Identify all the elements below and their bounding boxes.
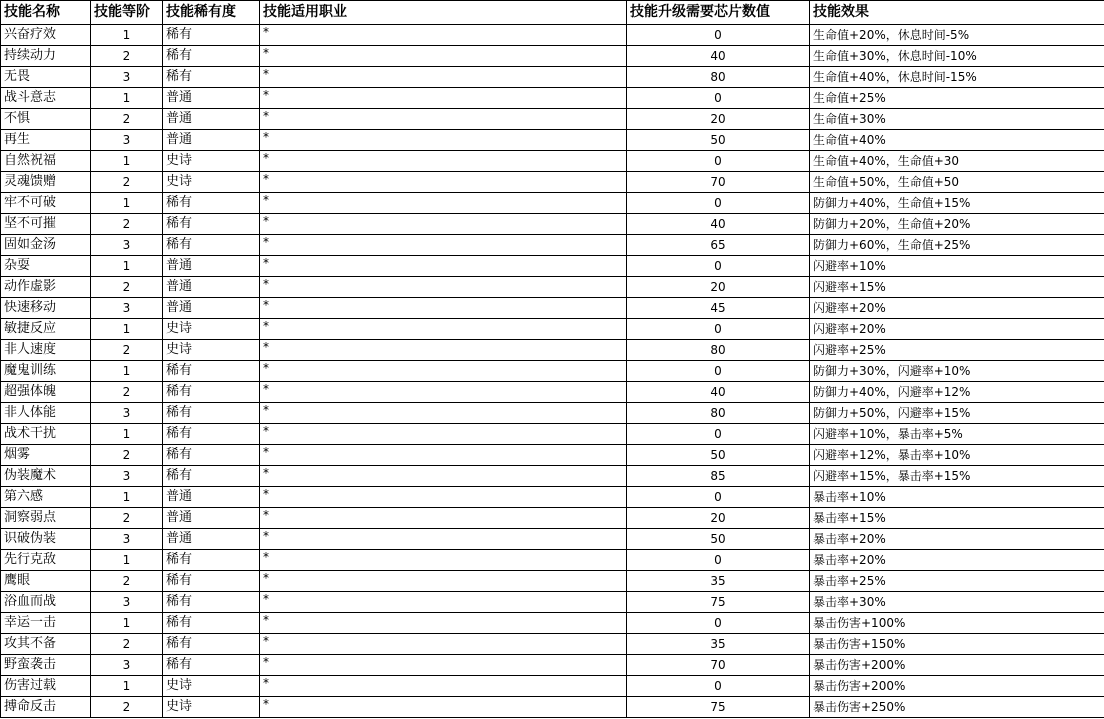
skill-effect-cell[interactable]: 生命值+40% bbox=[810, 130, 1104, 151]
skill-tier-cell[interactable]: 2 bbox=[91, 571, 163, 592]
skill-tier-cell[interactable]: 1 bbox=[91, 88, 163, 109]
skill-tier-cell[interactable]: 1 bbox=[91, 151, 163, 172]
skill-rarity-cell[interactable]: 稀有 bbox=[163, 193, 260, 214]
skill-name-cell[interactable]: 自然祝福 bbox=[1, 151, 91, 172]
table-row bbox=[1, 613, 1104, 634]
upgrade-chips-cell[interactable]: 85 bbox=[627, 466, 810, 487]
upgrade-chips-cell[interactable]: 35 bbox=[627, 571, 810, 592]
upgrade-chips-cell[interactable]: 80 bbox=[627, 340, 810, 361]
skill-name-cell[interactable]: 烟雾 bbox=[1, 445, 91, 466]
skill-effect-cell[interactable]: 生命值+50%，生命值+50 bbox=[810, 172, 1104, 193]
skill-tier-cell[interactable]: 2 bbox=[91, 277, 163, 298]
skill-effect-cell[interactable]: 闪避率+15% bbox=[810, 277, 1104, 298]
upgrade-chips-cell[interactable]: 20 bbox=[627, 508, 810, 529]
skill-tier-cell[interactable]: 2 bbox=[91, 445, 163, 466]
skill-class-cell[interactable]: * bbox=[260, 466, 627, 487]
skill-tier-cell[interactable]: 3 bbox=[91, 466, 163, 487]
table-row bbox=[1, 382, 1104, 403]
skill-name-cell[interactable]: 非人体能 bbox=[1, 403, 91, 424]
skill-class-cell[interactable]: * bbox=[260, 550, 627, 571]
skill-name-cell[interactable]: 浴血而战 bbox=[1, 592, 91, 613]
skill-name-cell[interactable]: 识破伪装 bbox=[1, 529, 91, 550]
skill-rarity-cell[interactable]: 普通 bbox=[163, 298, 260, 319]
table-row bbox=[1, 214, 1104, 235]
skill-rarity-cell[interactable]: 史诗 bbox=[163, 697, 260, 718]
upgrade-chips-cell[interactable]: 0 bbox=[627, 550, 810, 571]
upgrade-chips-cell[interactable]: 70 bbox=[627, 172, 810, 193]
skill-name-cell[interactable]: 不惧 bbox=[1, 109, 91, 130]
skill-tier-cell[interactable]: 1 bbox=[91, 256, 163, 277]
skill-name-cell[interactable]: 再生 bbox=[1, 130, 91, 151]
skill-class-cell[interactable]: * bbox=[260, 214, 627, 235]
skill-name-cell[interactable]: 非人速度 bbox=[1, 340, 91, 361]
skill-class-cell[interactable]: * bbox=[260, 130, 627, 151]
skill-rarity-cell[interactable]: 稀有 bbox=[163, 466, 260, 487]
skill-name-cell[interactable]: 超强体魄 bbox=[1, 382, 91, 403]
skill-tier-cell[interactable]: 2 bbox=[91, 697, 163, 718]
skill-effect-cell[interactable]: 防御力+40%，生命值+15% bbox=[810, 193, 1104, 214]
table-row bbox=[1, 634, 1104, 655]
upgrade-chips-cell[interactable]: 75 bbox=[627, 592, 810, 613]
upgrade-chips-cell[interactable]: 0 bbox=[627, 613, 810, 634]
skill-rarity-cell[interactable]: 稀有 bbox=[163, 445, 260, 466]
skill-rarity-cell[interactable]: 普通 bbox=[163, 508, 260, 529]
skill-tier-cell[interactable]: 2 bbox=[91, 109, 163, 130]
skill-rarity-cell[interactable]: 普通 bbox=[163, 487, 260, 508]
skill-name-cell[interactable]: 敏捷反应 bbox=[1, 319, 91, 340]
skill-rarity-cell[interactable]: 史诗 bbox=[163, 319, 260, 340]
skill-effect-cell[interactable]: 闪避率+10% bbox=[810, 256, 1104, 277]
header-row bbox=[1, 1, 1104, 25]
skill-class-cell[interactable]: * bbox=[260, 655, 627, 676]
upgrade-chips-cell[interactable]: 40 bbox=[627, 46, 810, 67]
skill-name-cell[interactable]: 攻其不备 bbox=[1, 634, 91, 655]
skill-tier-cell[interactable]: 3 bbox=[91, 130, 163, 151]
table-row bbox=[1, 466, 1104, 487]
skill-name-cell[interactable]: 搏命反击 bbox=[1, 697, 91, 718]
table-row bbox=[1, 319, 1104, 340]
skill-name-cell[interactable]: 动作虚影 bbox=[1, 277, 91, 298]
skill-effect-cell[interactable]: 暴击率+15% bbox=[810, 508, 1104, 529]
upgrade-chips-cell[interactable]: 50 bbox=[627, 445, 810, 466]
skill-class-cell[interactable]: * bbox=[260, 424, 627, 445]
skill-name-cell[interactable]: 持续动力 bbox=[1, 46, 91, 67]
skill-class-cell[interactable]: * bbox=[260, 634, 627, 655]
skill-rarity-cell[interactable]: 稀有 bbox=[163, 634, 260, 655]
table-row bbox=[1, 298, 1104, 319]
skill-rarity-cell[interactable]: 稀有 bbox=[163, 382, 260, 403]
upgrade-chips-cell[interactable]: 20 bbox=[627, 277, 810, 298]
skill-name-cell[interactable]: 杂耍 bbox=[1, 256, 91, 277]
skill-rarity-cell[interactable]: 普通 bbox=[163, 277, 260, 298]
upgrade-chips-cell[interactable]: 45 bbox=[627, 298, 810, 319]
skill-name-cell[interactable]: 无畏 bbox=[1, 67, 91, 88]
skill-effect-cell[interactable]: 闪避率+12%，暴击率+10% bbox=[810, 445, 1104, 466]
skill-class-cell[interactable]: * bbox=[260, 277, 627, 298]
skill-name-cell[interactable]: 兴奋疗效 bbox=[1, 25, 91, 46]
skill-class-cell[interactable]: * bbox=[260, 697, 627, 718]
skill-name-cell[interactable]: 第六感 bbox=[1, 487, 91, 508]
header-skill-rarity[interactable]: 技能稀有度 bbox=[163, 1, 260, 25]
skill-effect-cell[interactable]: 暴击率+25% bbox=[810, 571, 1104, 592]
skill-name-cell[interactable]: 快速移动 bbox=[1, 298, 91, 319]
table-row bbox=[1, 550, 1104, 571]
skill-effect-cell[interactable]: 防御力+40%，闪避率+12% bbox=[810, 382, 1104, 403]
skill-class-cell[interactable]: * bbox=[260, 193, 627, 214]
skill-class-cell[interactable]: * bbox=[260, 592, 627, 613]
skill-name-cell[interactable]: 野蛮袭击 bbox=[1, 655, 91, 676]
table-row bbox=[1, 592, 1104, 613]
skill-class-cell[interactable]: * bbox=[260, 172, 627, 193]
skill-effect-cell[interactable]: 防御力+60%，生命值+25% bbox=[810, 235, 1104, 256]
skill-class-cell[interactable]: * bbox=[260, 487, 627, 508]
table-row bbox=[1, 655, 1104, 676]
upgrade-chips-cell[interactable]: 70 bbox=[627, 655, 810, 676]
table-row bbox=[1, 88, 1104, 109]
skill-class-cell[interactable]: * bbox=[260, 46, 627, 67]
upgrade-chips-cell[interactable]: 0 bbox=[627, 487, 810, 508]
skill-rarity-cell[interactable]: 稀有 bbox=[163, 46, 260, 67]
skill-class-cell[interactable]: * bbox=[260, 529, 627, 550]
skill-tier-cell[interactable]: 2 bbox=[91, 634, 163, 655]
skill-effect-cell[interactable]: 生命值+40%，生命值+30 bbox=[810, 151, 1104, 172]
skill-tier-cell[interactable]: 3 bbox=[91, 298, 163, 319]
skill-class-cell[interactable]: * bbox=[260, 25, 627, 46]
upgrade-chips-cell[interactable]: 0 bbox=[627, 193, 810, 214]
table-row bbox=[1, 151, 1104, 172]
upgrade-chips-cell[interactable]: 80 bbox=[627, 67, 810, 88]
skill-rarity-cell[interactable]: 普通 bbox=[163, 88, 260, 109]
skill-name-cell[interactable]: 灵魂馈赠 bbox=[1, 172, 91, 193]
upgrade-chips-cell[interactable]: 0 bbox=[627, 676, 810, 697]
table-row bbox=[1, 508, 1104, 529]
table-row bbox=[1, 109, 1104, 130]
skill-name-cell[interactable]: 战斗意志 bbox=[1, 88, 91, 109]
skill-effect-cell[interactable]: 生命值+25% bbox=[810, 88, 1104, 109]
skill-name-cell[interactable]: 洞察弱点 bbox=[1, 508, 91, 529]
skill-effect-cell[interactable]: 闪避率+20% bbox=[810, 319, 1104, 340]
upgrade-chips-cell[interactable]: 75 bbox=[627, 697, 810, 718]
skill-rarity-cell[interactable]: 普通 bbox=[163, 130, 260, 151]
skill-rarity-cell[interactable]: 稀有 bbox=[163, 67, 260, 88]
skill-effect-cell[interactable]: 生命值+30%，休息时间-10% bbox=[810, 46, 1104, 67]
skill-rarity-cell[interactable]: 稀有 bbox=[163, 550, 260, 571]
skill-class-cell[interactable]: * bbox=[260, 571, 627, 592]
skill-rarity-cell[interactable]: 史诗 bbox=[163, 340, 260, 361]
table-row bbox=[1, 46, 1104, 67]
table-row bbox=[1, 193, 1104, 214]
skill-tier-cell[interactable]: 3 bbox=[91, 67, 163, 88]
skill-effect-cell[interactable]: 闪避率+25% bbox=[810, 340, 1104, 361]
skill-rarity-cell[interactable]: 稀有 bbox=[163, 25, 260, 46]
skill-effect-cell[interactable]: 暴击伤害+200% bbox=[810, 676, 1104, 697]
skill-rarity-cell[interactable]: 稀有 bbox=[163, 235, 260, 256]
table-row bbox=[1, 424, 1104, 445]
table-row bbox=[1, 361, 1104, 382]
skill-tier-cell[interactable]: 1 bbox=[91, 487, 163, 508]
skill-effect-cell[interactable]: 闪避率+10%，暴击率+5% bbox=[810, 424, 1104, 445]
skill-effect-cell[interactable]: 闪避率+15%，暴击率+15% bbox=[810, 466, 1104, 487]
skill-class-cell[interactable]: * bbox=[260, 382, 627, 403]
table-row bbox=[1, 676, 1104, 697]
skill-tier-cell[interactable]: 1 bbox=[91, 361, 163, 382]
upgrade-chips-cell[interactable]: 65 bbox=[627, 235, 810, 256]
skill-class-cell[interactable]: * bbox=[260, 235, 627, 256]
skill-rarity-cell[interactable]: 稀有 bbox=[163, 403, 260, 424]
skill-tier-cell[interactable]: 1 bbox=[91, 319, 163, 340]
upgrade-chips-cell[interactable]: 0 bbox=[627, 25, 810, 46]
upgrade-chips-cell[interactable]: 40 bbox=[627, 214, 810, 235]
skill-effect-cell[interactable]: 防御力+30%，闪避率+10% bbox=[810, 361, 1104, 382]
skill-effect-cell[interactable]: 暴击率+30% bbox=[810, 592, 1104, 613]
skill-class-cell[interactable]: * bbox=[260, 67, 627, 88]
upgrade-chips-cell[interactable]: 80 bbox=[627, 403, 810, 424]
skill-class-cell[interactable]: * bbox=[260, 613, 627, 634]
upgrade-chips-cell[interactable]: 35 bbox=[627, 634, 810, 655]
skill-effect-cell[interactable]: 暴击率+20% bbox=[810, 550, 1104, 571]
skill-effect-cell[interactable]: 生命值+40%，休息时间-15% bbox=[810, 67, 1104, 88]
skill-tier-cell[interactable]: 2 bbox=[91, 214, 163, 235]
skill-effect-cell[interactable]: 暴击伤害+200% bbox=[810, 655, 1104, 676]
skill-rarity-cell[interactable]: 史诗 bbox=[163, 676, 260, 697]
skill-name-cell[interactable]: 伪装魔术 bbox=[1, 466, 91, 487]
table-row bbox=[1, 340, 1104, 361]
skill-name-cell[interactable]: 坚不可摧 bbox=[1, 214, 91, 235]
upgrade-chips-cell[interactable]: 0 bbox=[627, 361, 810, 382]
skill-class-cell[interactable]: * bbox=[260, 298, 627, 319]
table-row bbox=[1, 172, 1104, 193]
table-row bbox=[1, 571, 1104, 592]
skill-name-cell[interactable]: 魔鬼训练 bbox=[1, 361, 91, 382]
table-row bbox=[1, 529, 1104, 550]
skill-class-cell[interactable]: * bbox=[260, 445, 627, 466]
skill-rarity-cell[interactable]: 普通 bbox=[163, 529, 260, 550]
skill-rarity-cell[interactable]: 普通 bbox=[163, 109, 260, 130]
upgrade-chips-cell[interactable]: 0 bbox=[627, 88, 810, 109]
skill-tier-cell[interactable]: 1 bbox=[91, 424, 163, 445]
skill-effect-cell[interactable]: 闪避率+20% bbox=[810, 298, 1104, 319]
skill-name-cell[interactable]: 幸运一击 bbox=[1, 613, 91, 634]
skill-tier-cell[interactable]: 3 bbox=[91, 235, 163, 256]
header-upgrade-chips[interactable]: 技能升级需要芯片数值 bbox=[627, 1, 810, 25]
skill-class-cell[interactable]: * bbox=[260, 340, 627, 361]
skill-effect-cell[interactable]: 生命值+30% bbox=[810, 109, 1104, 130]
skill-name-cell[interactable]: 战术干扰 bbox=[1, 424, 91, 445]
skill-tier-cell[interactable]: 1 bbox=[91, 550, 163, 571]
skill-effect-cell[interactable]: 防御力+20%，生命值+20% bbox=[810, 214, 1104, 235]
skill-rarity-cell[interactable]: 史诗 bbox=[163, 151, 260, 172]
skill-tier-cell[interactable]: 1 bbox=[91, 613, 163, 634]
skill-rarity-cell[interactable]: 稀有 bbox=[163, 214, 260, 235]
skill-name-cell[interactable]: 先行克敌 bbox=[1, 550, 91, 571]
skill-tier-cell[interactable]: 2 bbox=[91, 340, 163, 361]
skill-class-cell[interactable]: * bbox=[260, 361, 627, 382]
skill-name-cell[interactable]: 牢不可破 bbox=[1, 193, 91, 214]
skill-effect-cell[interactable]: 防御力+50%，闪避率+15% bbox=[810, 403, 1104, 424]
skill-tier-cell[interactable]: 1 bbox=[91, 676, 163, 697]
skill-rarity-cell[interactable]: 史诗 bbox=[163, 172, 260, 193]
skill-class-cell[interactable]: * bbox=[260, 109, 627, 130]
table-row bbox=[1, 445, 1104, 466]
skill-tier-cell[interactable]: 1 bbox=[91, 25, 163, 46]
upgrade-chips-cell[interactable]: 50 bbox=[627, 529, 810, 550]
skill-rarity-cell[interactable]: 稀有 bbox=[163, 655, 260, 676]
skill-tier-cell[interactable]: 2 bbox=[91, 508, 163, 529]
table-row bbox=[1, 25, 1104, 46]
skill-tier-cell[interactable]: 2 bbox=[91, 46, 163, 67]
skill-rarity-cell[interactable]: 普通 bbox=[163, 256, 260, 277]
skill-class-cell[interactable]: * bbox=[260, 88, 627, 109]
skill-effect-cell[interactable]: 暴击伤害+250% bbox=[810, 697, 1104, 718]
skill-tier-cell[interactable]: 3 bbox=[91, 529, 163, 550]
skill-effect-cell[interactable]: 暴击率+10% bbox=[810, 487, 1104, 508]
skill-class-cell[interactable]: * bbox=[260, 676, 627, 697]
skill-effect-cell[interactable]: 暴击率+20% bbox=[810, 529, 1104, 550]
skill-tier-cell[interactable]: 2 bbox=[91, 382, 163, 403]
skill-rarity-cell[interactable]: 稀有 bbox=[163, 592, 260, 613]
table-row bbox=[1, 67, 1104, 88]
skill-rarity-cell[interactable]: 稀有 bbox=[163, 613, 260, 634]
skill-effect-cell[interactable]: 暴击伤害+100% bbox=[810, 613, 1104, 634]
skill-tier-cell[interactable]: 3 bbox=[91, 403, 163, 424]
upgrade-chips-cell[interactable]: 0 bbox=[627, 424, 810, 445]
skill-class-cell[interactable]: * bbox=[260, 403, 627, 424]
skill-name-cell[interactable]: 鹰眼 bbox=[1, 571, 91, 592]
upgrade-chips-cell[interactable]: 20 bbox=[627, 109, 810, 130]
table-row bbox=[1, 277, 1104, 298]
header-skill-name[interactable]: 技能名称 bbox=[1, 1, 91, 25]
upgrade-chips-cell[interactable]: 0 bbox=[627, 151, 810, 172]
table-row bbox=[1, 130, 1104, 151]
skill-rarity-cell[interactable]: 稀有 bbox=[163, 361, 260, 382]
skill-class-cell[interactable]: * bbox=[260, 319, 627, 340]
table-row bbox=[1, 403, 1104, 424]
upgrade-chips-cell[interactable]: 40 bbox=[627, 382, 810, 403]
table-row bbox=[1, 487, 1104, 508]
skill-rarity-cell[interactable]: 稀有 bbox=[163, 424, 260, 445]
table-row bbox=[1, 697, 1104, 718]
skill-name-cell[interactable]: 伤害过载 bbox=[1, 676, 91, 697]
skill-rarity-cell[interactable]: 稀有 bbox=[163, 571, 260, 592]
skill-tier-cell[interactable]: 3 bbox=[91, 592, 163, 613]
upgrade-chips-cell[interactable]: 0 bbox=[627, 319, 810, 340]
skill-tier-cell[interactable]: 2 bbox=[91, 172, 163, 193]
skill-name-cell[interactable]: 固如金汤 bbox=[1, 235, 91, 256]
header-skill-class[interactable]: 技能适用职业 bbox=[260, 1, 627, 25]
skill-effect-cell[interactable]: 暴击伤害+150% bbox=[810, 634, 1104, 655]
table-row bbox=[1, 256, 1104, 277]
skill-class-cell[interactable]: * bbox=[260, 508, 627, 529]
skill-class-cell[interactable]: * bbox=[260, 256, 627, 277]
table-body bbox=[1, 25, 1104, 718]
skill-tier-cell[interactable]: 3 bbox=[91, 655, 163, 676]
header-skill-effect[interactable]: 技能效果 bbox=[810, 1, 1104, 25]
skill-effect-cell[interactable]: 生命值+20%，休息时间-5% bbox=[810, 25, 1104, 46]
upgrade-chips-cell[interactable]: 0 bbox=[627, 256, 810, 277]
skill-class-cell[interactable]: * bbox=[260, 151, 627, 172]
upgrade-chips-cell[interactable]: 50 bbox=[627, 130, 810, 151]
header-skill-tier[interactable]: 技能等阶 bbox=[91, 1, 163, 25]
table-row bbox=[1, 235, 1104, 256]
skill-tier-cell[interactable]: 1 bbox=[91, 193, 163, 214]
